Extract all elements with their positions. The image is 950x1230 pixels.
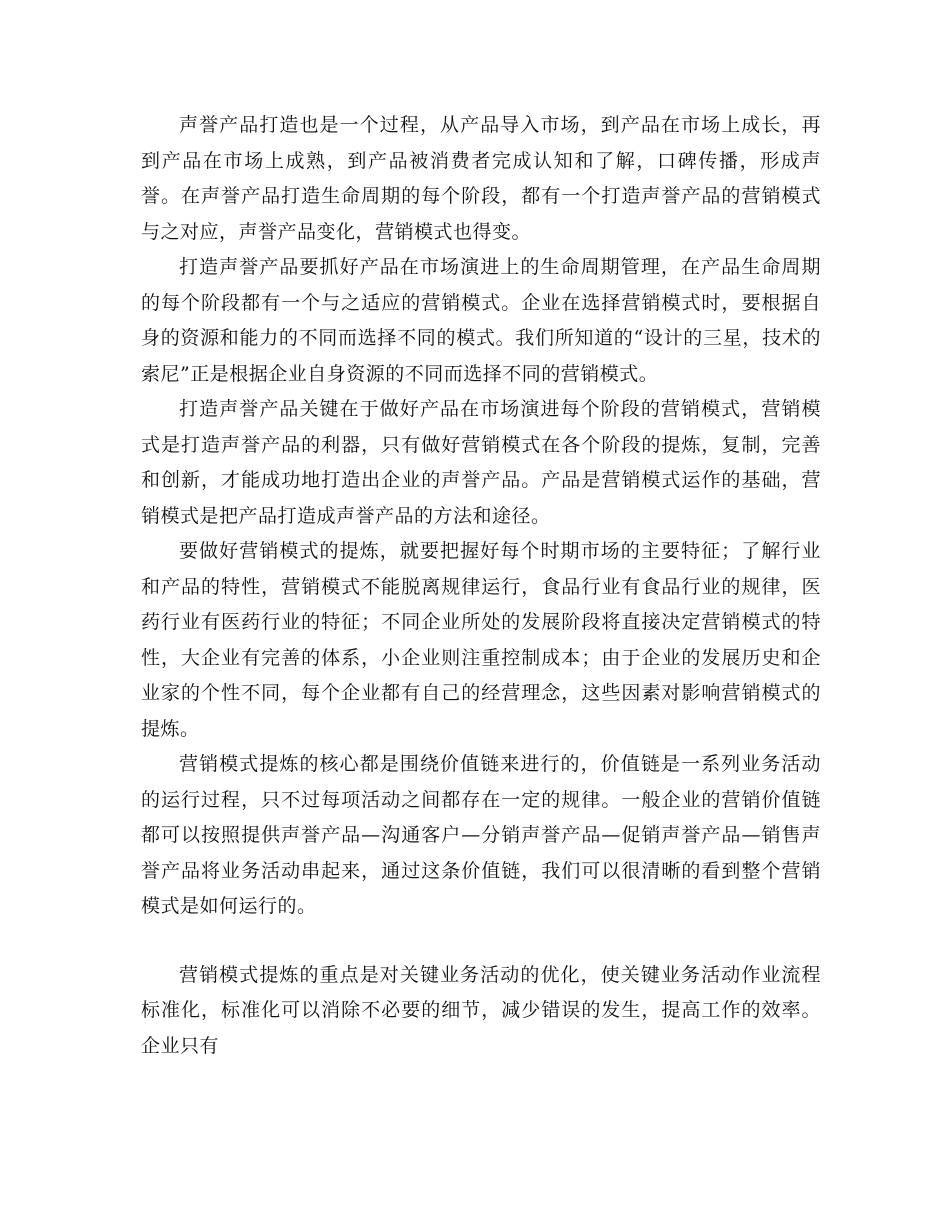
paragraph-5: 营销模式提炼的核心都是围绕价值链来进行的，价值链是一系列业务活动的运行过程，只不过每项活动之间都存在一定的规律。一般企业的营销价值链都可以按照提供声誉产品—沟通客户—分销声誉产品—促销声誉产品—销售声誉产品将业务活动串起来，通过这条价值链，我们可以很清晰的看到整个营销模式是如何运行的。 — [141, 753, 821, 917]
paragraph-2: 打造声誉产品要抓好产品在市场演进上的生命周期管理，在产品生命周期的每个阶段都有一个与之适应的营销模式。企业在选择营销模式时，要根据自身的资源和能力的不同而选择不同的模式。我们所知道的“设计的三星，技术的索尼”正是根据企业自身资源的不同而选择不同的营销模式。 — [141, 256, 821, 385]
paragraph-3: 打造声誉产品关键在于做好产品在市场演进每个阶段的营销模式，营销模式是打造声誉产品的利器，只有做好营销模式在各个阶段的提炼，复制，完善和创新，才能成功地打造出企业的声誉产品。产品是营销模式运作的基础，营销模式是把产品打造成声誉产品的方法和途径。 — [141, 398, 821, 527]
paragraph-1: 声誉产品打造也是一个过程，从产品导入市场，到产品在市场上成长，再到产品在市场上成熟，到产品被消费者完成认知和了解，口碑传播，形成声誉。在声誉产品打造生命周期的每个阶段，都有一个打造声誉产品的营销模式与之对应，声誉产品变化，营销模式也得变。 — [141, 114, 821, 243]
paragraph-4: 要做好营销模式的提炼，就要把握好每个时期市场的主要特征；了解行业和产品的特性，营销模式不能脱离规律运行，食品行业有食品行业的规律，医药行业有医药行业的特征；不同企业所处的发展阶段将直接决定营销模式的特性，大企业有完善的体系，小企业则注重控制成本；由于企业的发展历史和企业家的个性不同，每个企业都有自己的经营理念，这些因素对影响营销模式的提炼。 — [141, 540, 821, 740]
document-body — [141, 108, 821, 1064]
paragraph-6: 营销模式提炼的重点是对关键业务活动的优化，使关键业务活动作业流程标准化，标准化可以消除不必要的细节，减少错误的发生，提高工作的效率。企业只有 — [141, 963, 821, 1057]
